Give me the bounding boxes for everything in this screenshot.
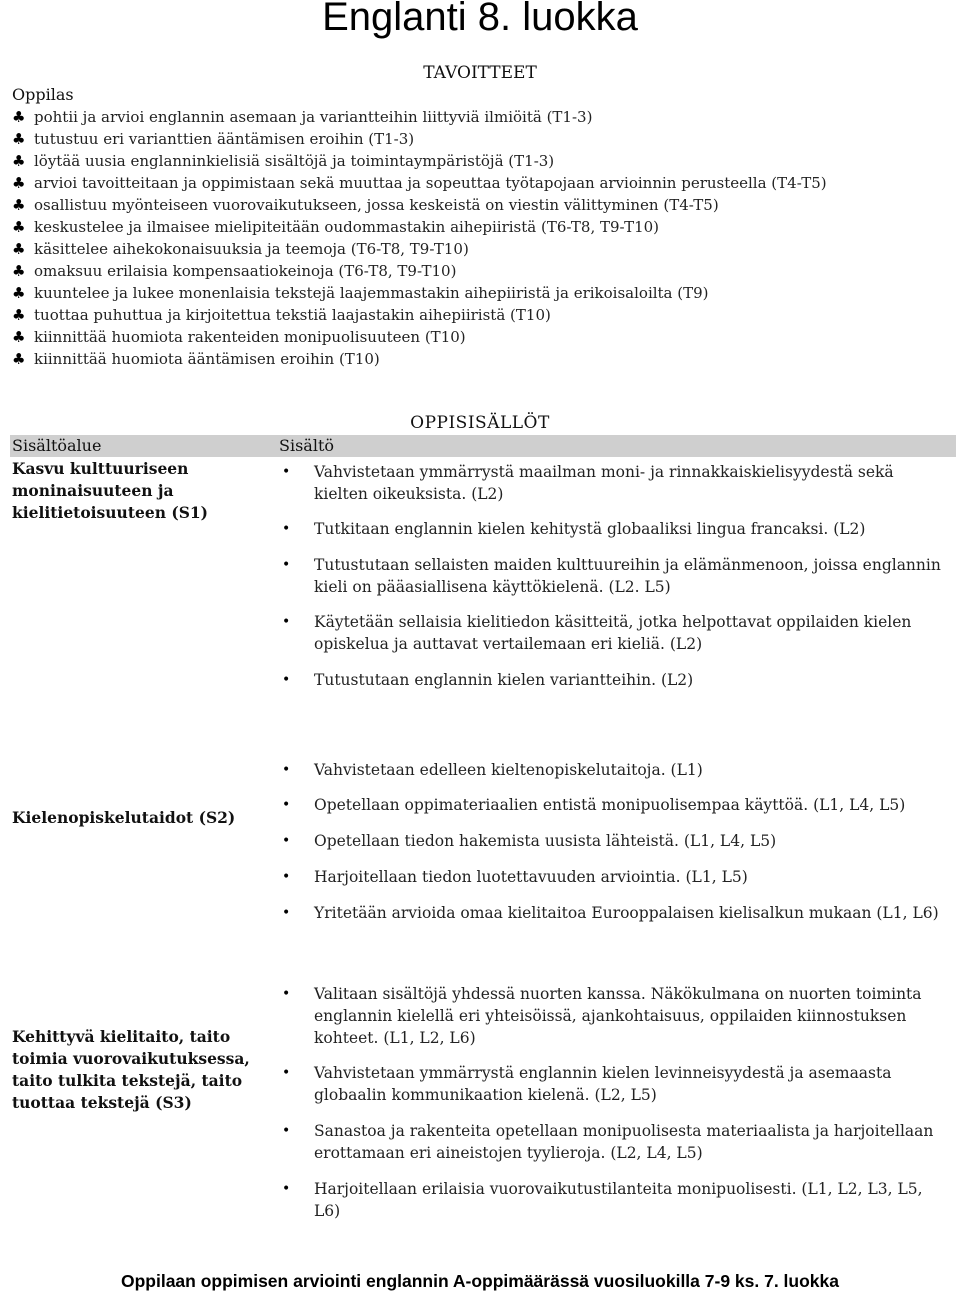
- page-title: Englanti 8. luokka: [322, 0, 638, 39]
- goal-text: omaksuu erilaisia kompensaatiokeinoja (T6-T8, T9-T10): [34, 262, 457, 280]
- club-bullet-icon: ♣: [12, 218, 26, 236]
- goal-text: arvioi tavoitteitaan ja oppimistaan sekä muuttaa ja sopeuttaa työtapojaan arvioinnin perusteella (T4-T5): [34, 174, 827, 192]
- goal-item: [12, 107, 952, 129]
- content-item: [282, 611, 942, 655]
- club-bullet-icon: ♣: [12, 108, 26, 126]
- goal-item: [12, 173, 952, 195]
- bullet-icon: •: [282, 986, 291, 1002]
- content-item-text: Opetellaan tiedon hakemista uusista lähteistä. (L1, L4, L5): [314, 832, 777, 850]
- goal-item: [12, 129, 952, 151]
- bullet-icon: •: [282, 869, 291, 885]
- goal-text: löytää uusia englanninkielisiä sisältöjä ja toimintaympäristöjä (T1-3): [34, 152, 555, 170]
- content-heading: OPPISISÄLLÖT: [410, 413, 550, 433]
- content-area-s1: Kasvu kulttuuriseen moninaisuuteen ja kielitietoisuuteen (S1): [12, 459, 209, 522]
- content-item-text: Sanastoa ja rakenteita opetellaan monipuolisesta materiaalista ja harjoitellaan erottamaan eri aineistojen tyylieroja. (L2, L4, L5): [314, 1122, 934, 1162]
- bullet-icon: •: [282, 614, 291, 630]
- content-item: [282, 1062, 942, 1106]
- bullet-icon: •: [282, 762, 291, 778]
- club-bullet-icon: ♣: [12, 174, 26, 192]
- goal-item: [12, 327, 952, 349]
- goal-item: [12, 239, 952, 261]
- bullet-icon: •: [282, 797, 291, 813]
- goals-intro: Oppilas: [12, 85, 74, 104]
- goal-item: [12, 283, 952, 305]
- content-item: [282, 983, 942, 1049]
- content-item-text: Käytetään sellaisia kielitiedon käsitteitä, jotka helpottavat oppilaiden kielen opiskelua ja auttavat vertailemaan eri kieliä. (L2): [314, 613, 912, 653]
- goals-heading: TAVOITTEET: [423, 63, 537, 83]
- goal-text: kiinnittää huomiota ääntämisen eroihin (T10): [34, 350, 380, 368]
- content-item-text: Vahvistetaan edelleen kieltenopiskelutaitoja. (L1): [314, 761, 703, 779]
- column-header-area: Sisältöalue: [12, 436, 102, 455]
- goal-item: [12, 349, 952, 371]
- content-item-text: Opetellaan oppimateriaalien entistä monipuolisempaa käyttöä. (L1, L4, L5): [314, 796, 906, 814]
- goal-text: tuottaa puhuttua ja kirjoitettua tekstiä laajastakin aihepiiristä (T10): [34, 306, 551, 324]
- column-header-content: Sisältö: [279, 436, 335, 455]
- content-item: [282, 866, 942, 888]
- content-item: [282, 554, 942, 598]
- content-item: [282, 902, 942, 924]
- club-bullet-icon: ♣: [12, 196, 26, 214]
- goal-item: [12, 261, 952, 283]
- bullet-icon: •: [282, 833, 291, 849]
- goal-text: keskustelee ja ilmaisee mielipiteitään oudommastakin aihepiiristä (T6-T8, T9-T10): [34, 218, 660, 236]
- content-item: [282, 461, 942, 505]
- club-bullet-icon: ♣: [12, 152, 26, 170]
- footer-title: Oppilaan oppimisen arviointi englannin A-oppimäärässä vuosiluokilla 7-9 ks. 7. luokka: [120, 1271, 839, 1291]
- club-bullet-icon: ♣: [12, 306, 26, 324]
- goals-list: [12, 107, 952, 371]
- content-item-text: Harjoitellaan tiedon luotettavuuden arviointia. (L1, L5): [314, 868, 748, 886]
- club-bullet-icon: ♣: [12, 328, 26, 346]
- content-item-text: Valitaan sisältöjä yhdessä nuorten kanssa. Näkökulmana on nuorten toiminta englannin kielellä eri yhteisöissä, ajankohtaisuus, oppilaiden kiinnostuksen kohteet. (L1, L2, L6): [314, 985, 922, 1047]
- club-bullet-icon: ♣: [12, 284, 26, 302]
- bullet-icon: •: [282, 464, 291, 480]
- goal-item: [12, 217, 952, 239]
- club-bullet-icon: ♣: [12, 350, 26, 368]
- bullet-icon: •: [282, 905, 291, 921]
- bullet-icon: •: [282, 557, 291, 573]
- content-item-text: Tutustutaan sellaisten maiden kulttuureihin ja elämänmenoon, joissa englannin kieli on pääasiallisena käyttökielenä. (L2. L5): [314, 556, 941, 596]
- content-item-text: Tutustutaan englannin kielen variantteihin. (L2): [314, 671, 694, 689]
- goal-text: kuuntelee ja lukee monenlaisia tekstejä laajemmastakin aihepiiristä ja erikoisaloilta (T9): [34, 284, 709, 302]
- content-item-text: Tutkitaan englannin kielen kehitystä globaaliksi lingua francaksi. (L2): [314, 520, 866, 538]
- bullet-icon: •: [282, 1123, 291, 1139]
- goal-text: pohtii ja arvioi englannin asemaan ja variantteihin liittyviä ilmiöitä (T1-3): [34, 108, 593, 126]
- content-item: [282, 518, 942, 540]
- content-item: [282, 1120, 942, 1164]
- content-item: [282, 830, 942, 852]
- content-item-text: Harjoitellaan erilaisia vuorovaikutustilanteita monipuolisesti. (L1, L2, L3, L5, L6): [314, 1180, 923, 1220]
- content-area-s3: Kehittyvä kielitaito, taito toimia vuorovaikutuksessa, taito tulkita tekstejä, taito tuottaa tekstejä (S3): [12, 1027, 250, 1112]
- goal-text: tutustuu eri varianttien ääntämisen eroihin (T1-3): [34, 130, 415, 148]
- bullet-icon: •: [282, 1065, 291, 1081]
- goal-item: [12, 151, 952, 173]
- content-area-s2: Kielenopiskelutaidot (S2): [12, 808, 236, 827]
- table-header-row: [10, 435, 956, 457]
- content-item: [282, 759, 942, 781]
- club-bullet-icon: ♣: [12, 240, 26, 258]
- goal-text: kiinnittää huomiota rakenteiden monipuolisuuteen (T10): [34, 328, 466, 346]
- goal-text: käsittelee aihekokonaisuuksia ja teemoja (T6-T8, T9-T10): [34, 240, 469, 258]
- goal-text: osallistuu myönteiseen vuorovaikutukseen, jossa keskeistä on viestin välittyminen (T4-T5): [34, 196, 719, 214]
- content-item: [282, 669, 942, 691]
- bullet-icon: •: [282, 1181, 291, 1197]
- content-item: [282, 794, 942, 816]
- content-item-text: Yritetään arvioida omaa kielitaitoa Eurooppalaisen kielisalkun mukaan (L1, L6): [314, 904, 939, 922]
- club-bullet-icon: ♣: [12, 262, 26, 280]
- content-item-text: Vahvistetaan ymmärrystä maailman moni- ja rinnakkaiskielisyydestä sekä kielten oikeuksista. (L2): [314, 463, 894, 503]
- bullet-icon: •: [282, 672, 291, 688]
- content-item: [282, 1178, 942, 1222]
- club-bullet-icon: ♣: [12, 130, 26, 148]
- goal-item: [12, 195, 952, 217]
- goal-item: [12, 305, 952, 327]
- bullet-icon: •: [282, 521, 291, 537]
- content-item-text: Vahvistetaan ymmärrystä englannin kielen levinneisyydestä ja asemaasta globaalin kommunikaation kielenä. (L2, L5): [314, 1064, 892, 1104]
